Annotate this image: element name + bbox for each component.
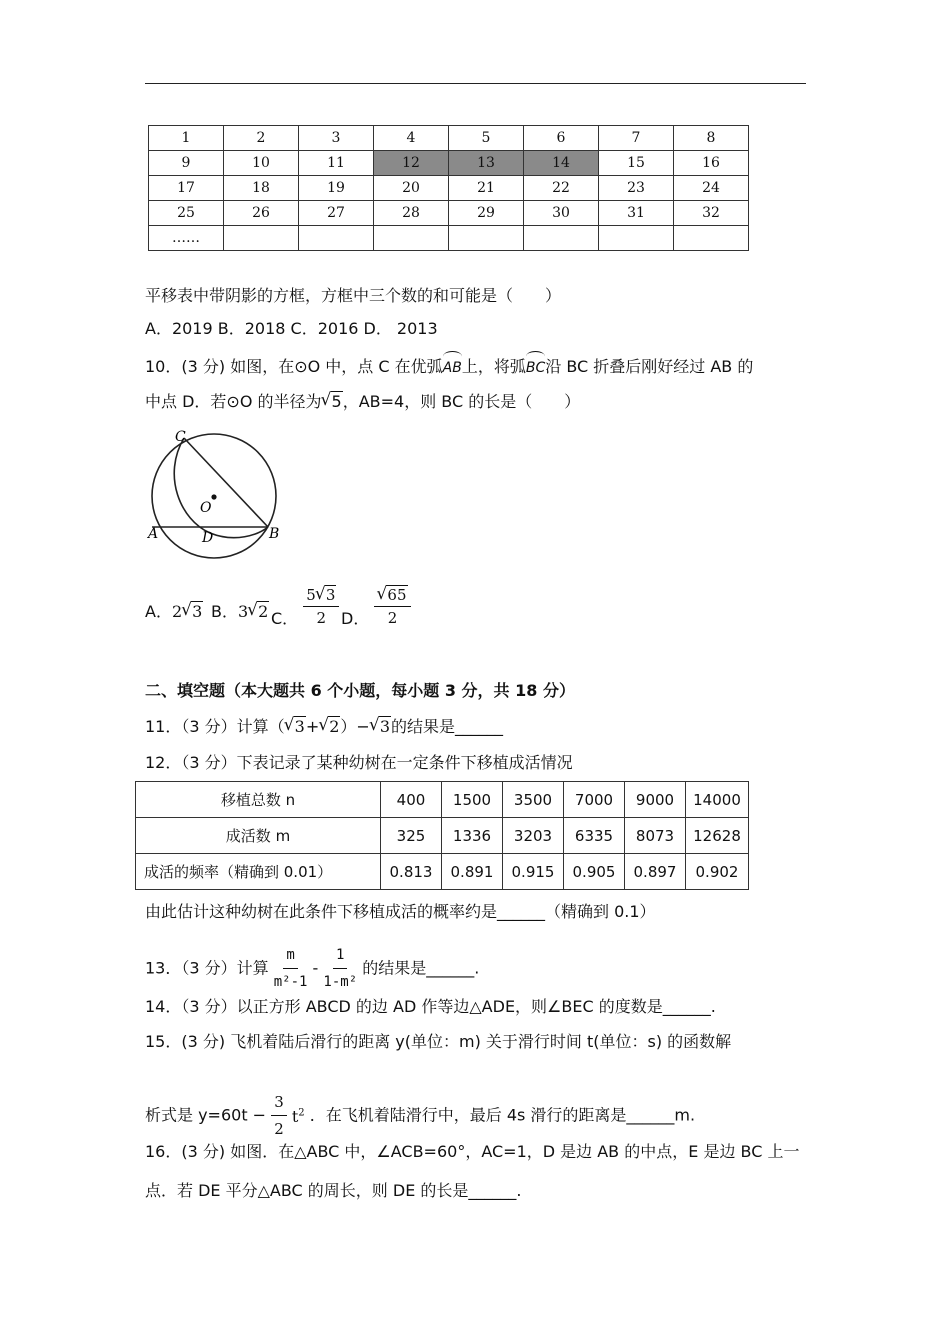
grid-cell: 12: [374, 151, 449, 176]
grid-cell: 1: [149, 126, 224, 151]
q12-after: 由此估计这种幼树在此条件下移植成活的概率约是______（精确到 0.1）: [145, 902, 656, 921]
grid-cell: 19: [299, 176, 374, 201]
center-dot: [211, 494, 216, 499]
sqrt-radius: √ 5: [322, 391, 343, 413]
table-cell: 3500: [503, 782, 564, 818]
q14: 14．（3 分）以正方形 ABCD 的边 AD 作等边△ADE，则∠BEC 的度数是______.: [145, 997, 716, 1016]
table-cell: 0.897: [625, 854, 686, 890]
arc-bc: BC: [526, 353, 545, 379]
chord-bc: [184, 438, 268, 527]
grid-cell: 7: [599, 126, 674, 151]
table-cell: 400: [381, 782, 442, 818]
table-cell: 0.902: [686, 854, 749, 890]
grid-cell: 20: [374, 176, 449, 201]
table-cell: 14000: [686, 782, 749, 818]
grid-cell: 8: [674, 126, 749, 151]
label-a: A: [148, 526, 159, 542]
grid-cell: 26: [224, 201, 299, 226]
table-cell: 9000: [625, 782, 686, 818]
grid-cell: 15: [599, 151, 674, 176]
grid-cell: 17: [149, 176, 224, 201]
grid-cell: 10: [224, 151, 299, 176]
q15-line1: 15．(3 分) 飞机着陆后滑行的距离 y(单位：m) 关于滑行时间 t(单位：s) 的函数解: [145, 1032, 732, 1051]
grid-cell: 25: [149, 201, 224, 226]
table-cell: 0.905: [564, 854, 625, 890]
grid-row: [149, 126, 749, 151]
opt-c: C． $\frac{5√ 3}{2}$: [271, 586, 339, 627]
grid-cell: [374, 226, 449, 251]
q9-options: A．2019 B．2018 C．2016 D． 2013: [145, 319, 438, 338]
label-c: C: [175, 429, 186, 445]
grid-cell: 2: [224, 126, 299, 151]
grid-cell: [299, 226, 374, 251]
grid-cell: 28: [374, 201, 449, 226]
survival-table: [135, 781, 749, 890]
table-cell: 1336: [442, 818, 503, 854]
grid-cell: 32: [674, 201, 749, 226]
grid-cell: ……: [149, 226, 224, 251]
q9-stem: 平移表中带阴影的方框，方框中三个数的和可能是（ ）: [145, 286, 562, 305]
grid-cell: 23: [599, 176, 674, 201]
q15-line2: 析式是 y=60t − $\frac{3}{2}$ $t^2$ ．在飞机着陆滑行中，最后 4s 滑行的距离是______m.: [145, 1093, 696, 1138]
q11: 11．（3 分）计算（√ 3+√ 2）−√ 3的结果是______: [145, 716, 503, 738]
grid-row: [149, 201, 749, 226]
grid-cell: 30: [524, 201, 599, 226]
table-cell: 0.891: [442, 854, 503, 890]
grid-cell: 5: [449, 126, 524, 151]
table-row: [136, 854, 749, 890]
q10-line2: [145, 391, 580, 413]
folded-arc: [174, 438, 268, 538]
row-header: 移植总数 n: [136, 782, 381, 818]
table-cell: 3203: [503, 818, 564, 854]
section-2-title: 二、填空题（本大题共 6 个小题，每小题 3 分，共 18 分）: [145, 681, 575, 700]
q10-text-e: ，AB=4，则 BC 的长是（ ）: [342, 392, 581, 411]
grid-cell: 4: [374, 126, 449, 151]
grid-row: [149, 151, 749, 176]
grid-cell: 24: [674, 176, 749, 201]
grid-cell: 27: [299, 201, 374, 226]
table-cell: 0.915: [503, 854, 564, 890]
opt-b: B．3√ 2: [211, 599, 269, 622]
label-d: D: [202, 530, 214, 546]
q16-line2: 点．若 DE 平分△ABC 的周长，则 DE 的长是______.: [145, 1181, 522, 1200]
label-b: B: [269, 526, 280, 542]
table-cell: 0.813: [381, 854, 442, 890]
q16-line1: 16．(3 分) 如图．在△ABC 中，∠ACB=60°，AC=1，D 是边 AB 的中点，E 是边 BC 上一: [145, 1142, 800, 1161]
grid-cell: 14: [524, 151, 599, 176]
arc-ab: AB: [443, 353, 462, 379]
table-cell: 12628: [686, 818, 749, 854]
circle-figure: [140, 425, 300, 575]
table-row: [136, 818, 749, 854]
number-grid: [148, 125, 749, 251]
row-header: 成活的频率（精确到 0.01）: [136, 854, 381, 890]
q12-stem: 12．（3 分）下表记录了某种幼树在一定条件下移植成活情况: [145, 753, 573, 772]
grid-cell: [449, 226, 524, 251]
grid-cell: [224, 226, 299, 251]
table-cell: 1500: [442, 782, 503, 818]
grid-row: [149, 176, 749, 201]
grid-cell: 22: [524, 176, 599, 201]
label-o: O: [200, 500, 212, 516]
q10-text-b: 上，将弧: [461, 357, 526, 376]
q13: 13．（3 分）计算 $\frac{m}{\text{m²-1}}$ - $\frac{1}{\text{1-m²}}$ 的结果是______.: [145, 944, 479, 993]
table-cell: 6335: [564, 818, 625, 854]
q10-text-a: 10．(3 分) 如图，在⊙O 中，点 C 在优弧: [145, 357, 443, 376]
grid-cell: 11: [299, 151, 374, 176]
header-rule: [145, 83, 806, 84]
q10-text-c: 沿 BC 折叠后刚好经过 AB 的: [545, 357, 754, 376]
grid-cell: 9: [149, 151, 224, 176]
grid-cell: 18: [224, 176, 299, 201]
grid-cell: 16: [674, 151, 749, 176]
grid-row: [149, 226, 749, 251]
grid-cell: 3: [299, 126, 374, 151]
table-cell: 7000: [564, 782, 625, 818]
q10-line1: [145, 353, 753, 379]
grid-cell: [599, 226, 674, 251]
grid-cell: [524, 226, 599, 251]
table-cell: 325: [381, 818, 442, 854]
grid-cell: [674, 226, 749, 251]
table-row: [136, 782, 749, 818]
grid-cell: 6: [524, 126, 599, 151]
grid-cell: 31: [599, 201, 674, 226]
grid-cell: 21: [449, 176, 524, 201]
opt-d: D． √ $\frac{65}{2}$: [341, 586, 411, 627]
grid-cell: 13: [449, 151, 524, 176]
row-header: 成活数 m: [136, 818, 381, 854]
grid-cell: 29: [449, 201, 524, 226]
table-cell: 8073: [625, 818, 686, 854]
opt-a: A．2√ 3: [145, 599, 203, 622]
q10-text-d: 中点 D．若⊙O 的半径为: [145, 392, 322, 411]
